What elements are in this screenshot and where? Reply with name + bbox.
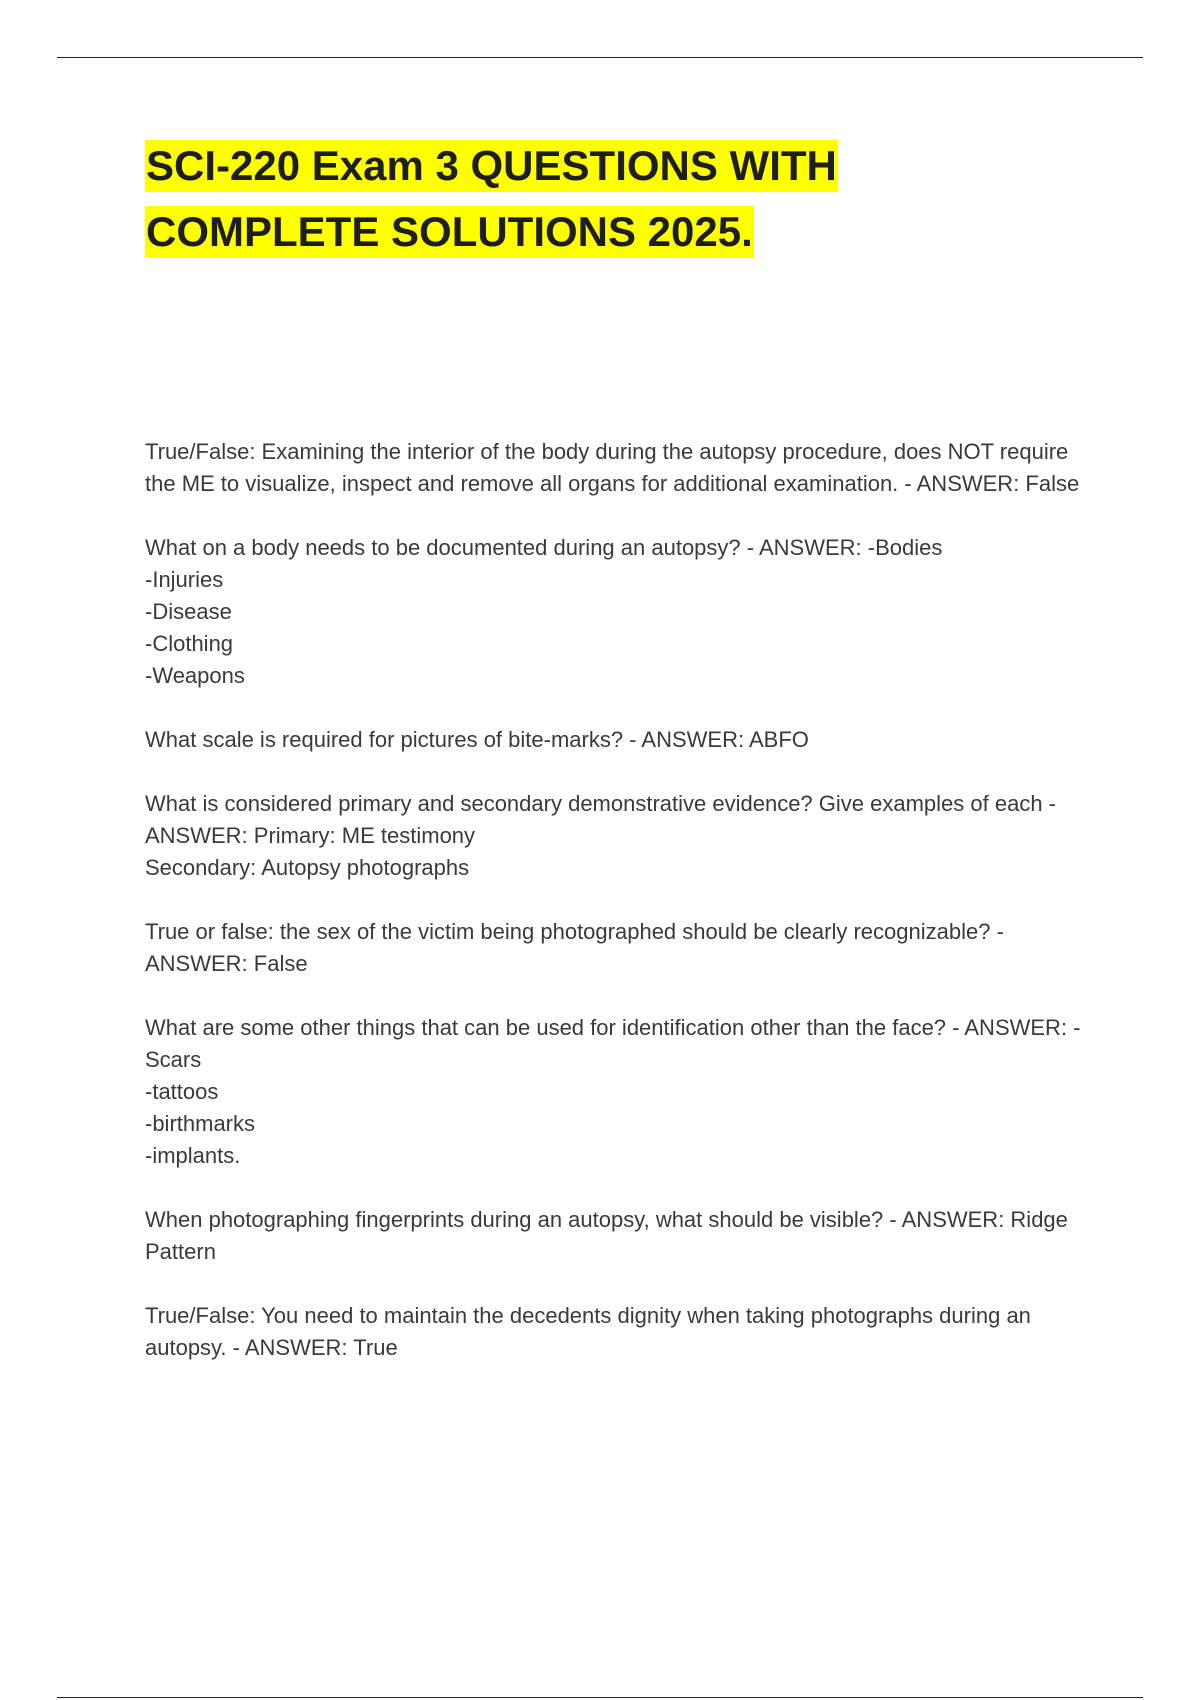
qa-question: True/False: Examining the interior of the body during the autopsy procedure, does NOT require the ME to visualize, inspect and remove all organs for additional examination. - ANSWER: False (145, 439, 1080, 496)
qa-item (145, 436, 1090, 500)
qa-item (145, 1012, 1090, 1172)
footer-rule (57, 1697, 1143, 1698)
qa-answer-line: -Clothing (145, 631, 234, 656)
qa-answer-line: -tattoos (145, 1079, 219, 1104)
qa-item (145, 1300, 1090, 1364)
qa-question: What on a body needs to be documented during an autopsy? - ANSWER: -Bodies (145, 535, 943, 560)
qa-answer-line: -Disease (145, 599, 232, 624)
qa-item (145, 1204, 1090, 1268)
qa-question: When photographing fingerprints during an autopsy, what should be visible? - ANSWER: Ridge Pattern (145, 1207, 1068, 1264)
qa-answer-line: -Weapons (145, 663, 245, 688)
qa-question: True/False: You need to maintain the decedents dignity when taking photographs during an autopsy. - ANSWER: True (145, 1303, 1031, 1360)
qa-question: What are some other things that can be used for identification other than the face? - ANSWER: -Scars (145, 1015, 1081, 1072)
qa-question: What scale is required for pictures of bite-marks? - ANSWER: ABFO (145, 727, 809, 752)
qa-item (145, 724, 1090, 756)
qa-list (145, 436, 1090, 1396)
title-line-1: SCI-220 Exam 3 QUESTIONS WITH (145, 140, 838, 192)
qa-answer-line: -implants. (145, 1143, 241, 1168)
qa-item (145, 916, 1090, 980)
qa-item (145, 532, 1090, 692)
qa-answer-line: -birthmarks (145, 1111, 256, 1136)
document-title (145, 140, 1105, 272)
qa-question: What is considered primary and secondary demonstrative evidence? Give examples of each - ANSWER: Primary: ME testimony (145, 791, 1057, 848)
qa-answer-line: -Injuries (145, 567, 224, 592)
qa-item (145, 788, 1090, 884)
header-rule (57, 57, 1143, 58)
qa-answer-line: Secondary: Autopsy photographs (145, 855, 470, 880)
qa-question: True or false: the sex of the victim being photographed should be clearly recognizable? - ANSWER: False (145, 919, 1004, 976)
title-line-2: COMPLETE SOLUTIONS 2025. (145, 206, 754, 258)
